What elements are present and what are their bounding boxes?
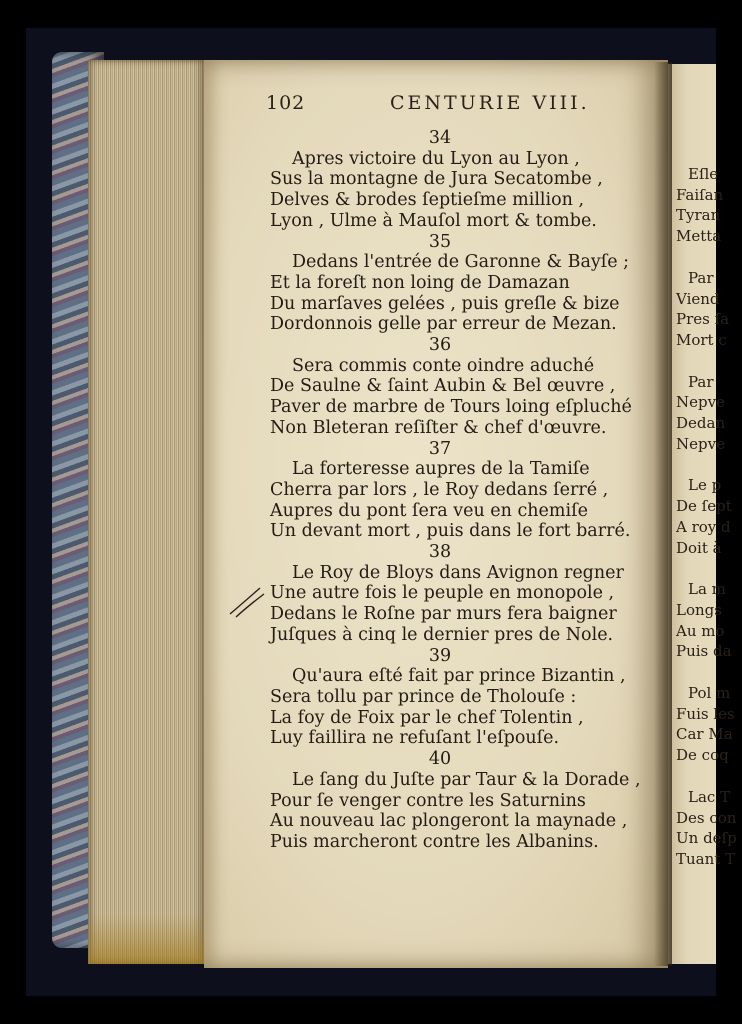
quatrain (270, 439, 670, 543)
verse-line: Dedans le Roſne par murs fera baigner (270, 604, 617, 625)
quatrain-number: 40 (428, 749, 452, 770)
page-edges (88, 60, 204, 964)
verse-line: Du marſaves gelées , puis greſle & bize (270, 293, 620, 314)
quatrain-number: 39 (428, 645, 452, 666)
quatrain (270, 749, 670, 853)
verse-line: Luy faillira ne refuſant l'eſpouſe. (270, 728, 560, 749)
verse-line: Puis marcheront contre les Albanins. (270, 831, 599, 852)
verse-line: Le ſang du Juſte par Taur & la Dorade , (292, 769, 641, 790)
right-page-fragment: La m (688, 580, 726, 599)
right-page-fragment: Doit à (676, 538, 722, 557)
quatrain (270, 335, 670, 439)
right-page-fragment: Par (688, 372, 714, 391)
quatrain-number: 37 (428, 438, 452, 459)
page-header (266, 92, 626, 122)
verse-line: Aupres du pont ſera veu en chemiſe (270, 500, 588, 521)
right-page-fragment: Metta (676, 227, 722, 246)
verse-line: Delves & brodes ſeptieſme million , (270, 190, 585, 211)
right-page-fragment-group (676, 372, 736, 455)
verse-line: Le Roy de Bloys dans Avignon regner (292, 562, 624, 583)
quatrain (270, 542, 670, 646)
verse-line: Cherra par lors , le Roy dedans ſerré , (270, 479, 609, 500)
verse-line: Et la foreſt non loing de Damazan (270, 272, 570, 293)
verse-line: Dordonnois gelle par erreur de Mezan. (270, 314, 617, 335)
right-page-fragment: Fuis les (676, 704, 735, 723)
handwritten-margin-mark (226, 584, 266, 618)
right-page-text (676, 164, 736, 891)
quatrain (270, 128, 670, 232)
right-page-fragment: Le p (688, 476, 722, 495)
verse-line: La forteresse aupres de la Tamiſe (292, 459, 590, 480)
right-page-fragment: Des con (676, 808, 737, 827)
quatrain-list (270, 128, 670, 853)
right-page-fragment: Nepve (676, 434, 725, 453)
right-page-fragment: Pol m (688, 684, 731, 703)
right-page-fragment: Longs (676, 600, 722, 619)
right-page-fragment: Par (688, 268, 714, 287)
quatrain-number: 36 (428, 335, 452, 356)
quatrain (270, 646, 670, 750)
verse-line: La foy de Foix par le chef Tolentin , (270, 707, 584, 728)
right-page-fragment-group (676, 268, 736, 351)
quatrain (270, 232, 670, 336)
right-page-fragment-group (676, 787, 736, 870)
right-page-fragment: Eſle (688, 165, 719, 183)
right-page-fragment: Tyran (676, 206, 721, 225)
verse-line: De Saulne & ſaint Aubin & Bel œuvre , (270, 376, 616, 397)
verse-line: Au nouveau lac plongeront la maynade , (270, 811, 628, 832)
right-page-fragment: Mort c (676, 330, 727, 349)
quatrain-number: 34 (428, 128, 452, 148)
verse-line: Dedans l'entrée de Garonne & Bayſe ; (292, 252, 630, 273)
page-number: 102 (266, 92, 306, 114)
verse-line: Pour ſe venger contre les Saturnins (270, 790, 586, 811)
right-page-fragment: De coq (676, 746, 729, 765)
page-title: CENTURIE VIII. (390, 92, 590, 114)
verse-line: Un devant mort , puis dans le fort barré. (270, 521, 631, 542)
right-page-fragment: Tuant T (676, 849, 736, 868)
verse-line: Apres victoire du Lyon au Lyon , (292, 148, 580, 169)
right-page-fragment: Dedan (676, 414, 726, 433)
right-page-fragment: Au mo (676, 621, 725, 640)
right-page-fragment: Car Ma (676, 725, 733, 744)
quatrain-number: 38 (428, 542, 452, 563)
right-page-fragment: Un deſp (676, 829, 737, 848)
verse-line: Une autre fois le peuple en monopole , (270, 583, 615, 604)
quatrain-number: 35 (428, 231, 452, 252)
verse-line: Sus la montagne de Jura Secatombe , (270, 169, 603, 190)
right-page-fragment: Nepve (676, 393, 725, 412)
verse-line: Qu'aura eſté fait par prince Bizantin , (292, 666, 626, 687)
right-page-fragment-group (676, 579, 736, 662)
verse-line: Sera tollu par prince de Tholouſe : (270, 686, 577, 707)
right-page-fragment: Pres ſa (676, 310, 730, 329)
verse-line: Lyon , Ulme à Mauſol mort & tombe. (270, 210, 597, 231)
right-page-fragment: Faiſan (676, 185, 724, 204)
right-page-fragment: Puis da (676, 642, 732, 661)
right-page-fragment: De ſept (676, 497, 732, 516)
right-page-fragment-group (676, 683, 736, 766)
right-page-fragment-group (676, 475, 736, 558)
verse-line: Sera commis conte oindre aduché (292, 355, 595, 376)
right-page-fragment: Lac T (688, 787, 731, 806)
right-page-fragment: Viend (676, 289, 720, 308)
verse-line: Non Bleteran reſiſter & chef d'œuvre. (270, 417, 607, 438)
right-page-fragment-group (676, 164, 736, 247)
verse-line: Juſques à cinq le dernier pres de Nole. (270, 624, 614, 645)
right-page-fragment: A roy d (676, 517, 731, 536)
verse-line: Paver de marbre de Tours loing eſpluché (270, 397, 632, 418)
